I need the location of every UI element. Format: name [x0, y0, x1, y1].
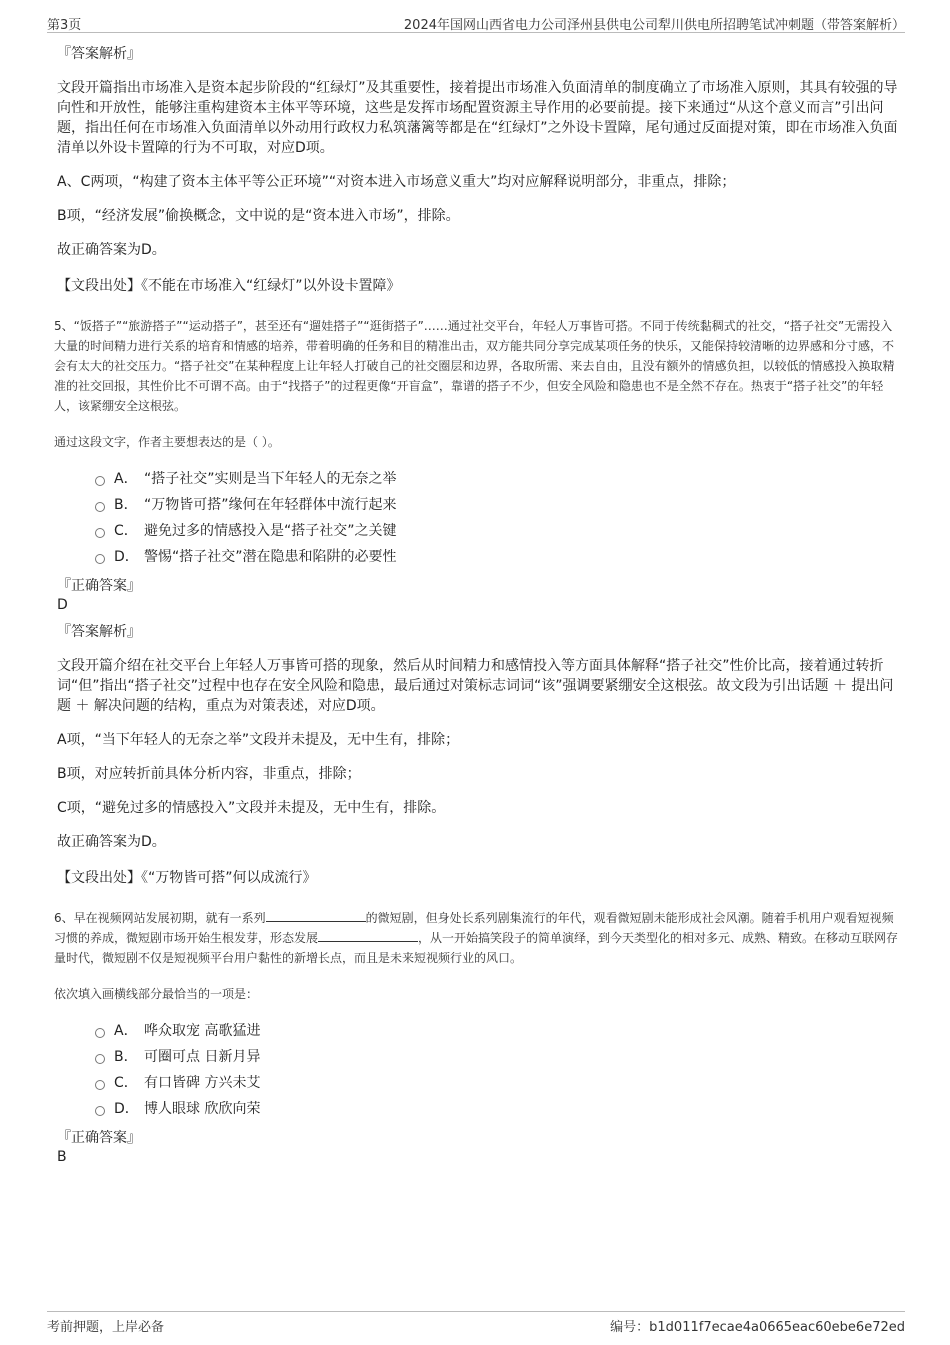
- stem-text: ，从一开始搞笑段子的简单演绎，到今天类型化的相对多元、成熟、精致。在移动互联网存量时代，微短剧不仅是短视频平台用户黏性的新增长点，而且是未来短视频行业的风口。: [54, 931, 899, 965]
- option-a[interactable]: [95, 466, 903, 492]
- document-content: [54, 44, 903, 1174]
- analysis-paragraph: A、C两项，“构建了资本主体平等公正环境”“对资本进入市场意义重大”均对应解释说明部分，非重点，排除；: [57, 174, 736, 190]
- option-d[interactable]: [95, 544, 903, 570]
- radio-icon[interactable]: [95, 1106, 105, 1116]
- analysis-tag: 『答案解析』: [57, 624, 141, 640]
- fill-blank-2: [318, 929, 418, 942]
- analysis-paragraph: A项，“当下年轻人的无奈之举”文段并未提及，无中生有，排除；: [57, 732, 460, 748]
- question-6-options: [95, 1018, 903, 1122]
- question-6-stem: [54, 908, 903, 968]
- option-letter: B．: [114, 497, 138, 513]
- option-letter: B．: [114, 1049, 138, 1065]
- document-title: 2024年国网山西省电力公司泽州县供电公司犁川供电所招聘笔试冲刺题（带答案解析）: [403, 18, 905, 33]
- option-d[interactable]: [95, 1096, 903, 1122]
- option-text: 警惕“搭子社交”潜在隐患和陷阱的必要性: [144, 549, 397, 565]
- option-letter: D．: [114, 549, 139, 565]
- option-letter: A．: [114, 471, 138, 487]
- option-text: 哗众取宠 高歌猛进: [144, 1023, 261, 1039]
- analysis-paragraph: 文段开篇介绍在社交平台上年轻人万事皆可搭的现象，然后从时间精力和感情投入等方面具体解释“搭子社交”性价比高，接着通过转折词“但”指出“搭子社交”过程中也存在安全风险和隐患，最后通过对策标志词词“该”强调要紧绷安全这根弦。故文段为引出话题 ＋ 提出问题 ＋ 解决问题的结构，重点为对策表述，对应D项。: [57, 658, 894, 714]
- document-serial: 编号：b1d011f7ecae4a0665eac60ebe6e72ed: [610, 1320, 905, 1335]
- analysis-tag: 『答案解析』: [57, 46, 141, 62]
- correct-answer-tag: 『正确答案』: [57, 578, 141, 594]
- correct-answer: D: [57, 597, 68, 613]
- option-text: 博人眼球 欣欣向荣: [144, 1101, 261, 1117]
- correct-answer-tag: 『正确答案』: [57, 1130, 141, 1146]
- option-letter: C．: [114, 1075, 138, 1091]
- radio-icon[interactable]: [95, 502, 105, 512]
- option-text: “搭子社交”实则是当下年轻人的无奈之举: [144, 471, 397, 487]
- passage-source: 【文段出处】《“万物皆可搭”何以成流行》: [57, 870, 317, 886]
- passage-source: 【文段出处】《不能在市场准入“红绿灯”以外设卡置障》: [57, 278, 401, 294]
- option-b[interactable]: [95, 1044, 903, 1070]
- radio-icon[interactable]: [95, 1080, 105, 1090]
- option-letter: A．: [114, 1023, 138, 1039]
- page-footer: [47, 1311, 905, 1336]
- analysis-paragraph: B项，“经济发展”偷换概念，文中说的是“资本进入市场”，排除。: [57, 208, 460, 224]
- question-5-prompt: 通过这段文字，作者主要想表达的是（ ）。: [54, 435, 280, 449]
- option-text: 有口皆碑 方兴未艾: [144, 1075, 261, 1091]
- option-text: 避免过多的情感投入是“搭子社交”之关键: [144, 523, 397, 539]
- analysis-paragraph: B项，对应转折前具体分析内容，非重点，排除；: [57, 766, 361, 782]
- radio-icon[interactable]: [95, 476, 105, 486]
- analysis-paragraph: 文段开篇指出市场准入是资本起步阶段的“红绿灯”及其重要性，接着提出市场准入负面清单的制度确立了市场准入原则，其具有较强的导向性和开放性，能够注重构建资本主体平等环境，这些是发挥市场配置资源主导作用的必要前提。接下来通过“从这个意义而言”引出问题，指出任何在市场准入负面清单以外动用行政权力私筑藩篱等都是在“红绿灯”之外设卡置障，尾句通过反面提对策，即在市场准入负面清单以外设卡置障的行为不可取，对应D项。: [57, 80, 898, 156]
- fill-blank-1: [266, 909, 366, 922]
- option-letter: D．: [114, 1101, 139, 1117]
- radio-icon[interactable]: [95, 1028, 105, 1038]
- analysis-paragraph: 故正确答案为D。: [57, 834, 166, 850]
- radio-icon[interactable]: [95, 554, 105, 564]
- option-text: “万物皆可搭”缘何在年轻群体中流行起来: [144, 497, 397, 513]
- question-5-stem: 5、“饭搭子”“旅游搭子”“运动搭子”，甚至还有“遛娃搭子”“逛街搭子”……通过社交平台，年轻人万事皆可搭。不同于传统黏稠式的社交，“搭子社交”无需投入大量的时间精力进行关系的培育和情感的培养，带着明确的任务和目的精准出击，双方能共同分享完成某项任务的快乐，又能保持较清晰的边界感和分寸感，不会有太大的社交压力。“搭子社交”在某种程度上让年轻人打破自己的社交圈层和边界，各取所需、来去自由，且没有额外的情感负担，以较低的情感投入换取精准的社交回报，其性价比不可谓不高。由于“找搭子”的过程更像“开盲盒”，靠谱的搭子不少，但安全风险和隐患也不是全然不存在。热衷于“搭子社交”的年轻人，该紧绷安全这根弦。: [54, 319, 895, 413]
- radio-icon[interactable]: [95, 1054, 105, 1064]
- question-5-options: [95, 466, 903, 570]
- option-text: 可圈可点 日新月异: [144, 1049, 261, 1065]
- footer-slogan: 考前押题，上岸必备: [47, 1320, 165, 1335]
- option-letter: C．: [114, 523, 138, 539]
- stem-text: 6、早在视频网站发展初期，就有一系列: [54, 911, 266, 925]
- analysis-paragraph: 故正确答案为D。: [57, 242, 166, 258]
- option-c[interactable]: [95, 518, 903, 544]
- analysis-paragraph: C项，“避免过多的情感投入”文段并未提及，无中生有，排除。: [57, 800, 446, 816]
- correct-answer: B: [57, 1149, 67, 1165]
- stem-text: 的微短剧，但身处长系列剧集流行的年代，观看微短剧未能形成社会风潮。随着手机用户观看短视频习惯的养成，微短剧市场开始生根发芽，形态发展: [54, 911, 894, 945]
- option-a[interactable]: [95, 1018, 903, 1044]
- option-b[interactable]: [95, 492, 903, 518]
- question-6-prompt: 依次填入画横线部分最恰当的一项是：: [54, 987, 259, 1001]
- page-header: [47, 12, 905, 33]
- radio-icon[interactable]: [95, 528, 105, 538]
- page-number: 第3页: [47, 18, 82, 33]
- option-c[interactable]: [95, 1070, 903, 1096]
